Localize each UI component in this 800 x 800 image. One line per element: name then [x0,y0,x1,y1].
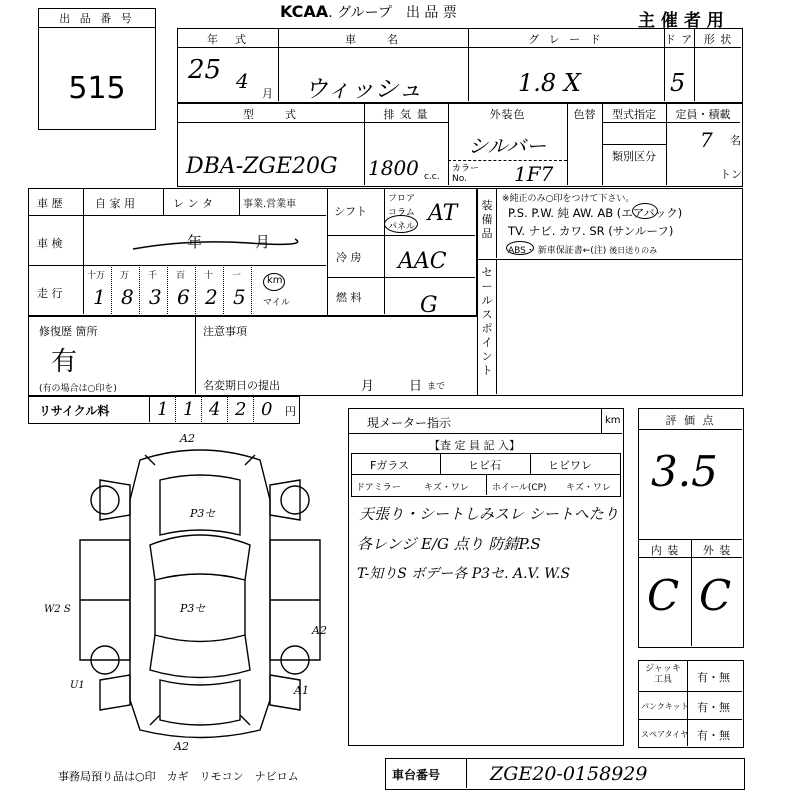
fuel-value: G [420,293,438,318]
score-value: 3.5 [651,447,718,496]
mileage-digit: 3 [149,285,162,309]
equipment-side-label: 装備品 [481,199,493,240]
mileage-unit-10: 十 [204,271,214,281]
shift-panel[interactable]: パネル [388,222,416,232]
recycle-label: リサイクル料 [39,404,110,418]
repair-value: 有 [51,347,78,377]
recycle-digit: 2 [235,399,247,420]
doors-value: 5 [670,69,686,97]
tool-jack-options[interactable]: 有・無 [697,671,730,684]
equipment-section [477,188,743,260]
ac-value: AAC [398,249,447,274]
mileage-digit: 8 [121,285,134,309]
tool-kit-label: パンクキット [641,702,689,711]
history-section [28,188,328,316]
repair-label: 修復歴 箇所 [39,325,98,338]
glass-crack[interactable]: ヒビワレ [548,459,592,472]
vehicle-name: ウィッシュ [304,75,423,103]
mileage-unit-10k: 万 [120,271,130,281]
tool-jack-label: ジャッキ工具 [645,664,681,685]
wheel-options[interactable]: キズ・ワレ [566,483,611,493]
mileage-unit-1k: 千 [148,271,158,281]
mileage-digit: 5 [233,285,246,309]
remark-line: T-知りS ボデー各 P3セ. A.V. W.S [357,566,571,582]
recycle-section [28,396,300,424]
glass-row [351,453,621,475]
mileage-digit: 1 [93,285,106,309]
capacity-value: 7 [700,128,713,152]
chassis-number: ZGE20-0158929 [490,763,648,785]
meter-label: 現メーター指示 [367,416,452,430]
score-label: 評 価 点 [665,414,716,427]
equipment-line3: ABS・ 新車保証書←(注) 後日送りのみ [508,246,658,256]
chassis-section [385,758,745,790]
interior-score: C [647,571,680,620]
color-header: 外装色 [489,108,526,121]
vehicle-row2 [177,103,743,187]
equipment-line1[interactable]: P.S. P.W. 純 AW. AB (エアバック) [508,206,683,220]
score-section [638,408,744,648]
displacement-header: 排 気 量 [383,108,429,121]
history-label: 車 歴 [37,197,63,210]
diagram-mark: A2 [174,740,189,753]
inspection-strike [129,229,299,259]
lot-number-box [38,8,156,130]
mirror-label: ドアミラー [356,483,401,493]
color-no-label: カラー No. [452,164,480,184]
equipment-later: 後日送りのみ [609,246,658,255]
diagram-mark: A2 [180,432,195,445]
wheel-label: ホイール(CP) [492,483,547,493]
notes-label: 注意事項 [203,325,247,338]
equipment-note: ※純正のみ○印をつけて下さい。 [502,194,635,204]
deadline-until: まで [427,382,446,392]
fuel-label: 燃 料 [336,291,362,304]
inspector-title: 【査 定 員 記 入】 [429,439,520,452]
sales-point-section [477,259,743,396]
km-unit[interactable]: km [267,275,283,286]
tool-spare-label: スペアタイヤ [641,730,689,739]
recycle-digit: 0 [261,399,273,420]
recycle-digit: 1 [183,399,195,420]
displacement-unit: c.c. [424,172,440,182]
deadline-label: 名変期日の提出 [203,379,280,392]
header-title: . グループ 出 品 票 [328,5,457,21]
ac-label: 冷 房 [336,251,362,264]
equipment-line2[interactable]: TV. ナビ. カワ. SR (サンルーフ) [508,224,674,238]
mileage-digit: 2 [205,285,218,309]
diagram-mark: P3セ [190,507,216,520]
exterior-color: シルバー [468,134,547,158]
model-header: 型 式 [243,108,299,121]
mileage-unit-100: 百 [176,271,186,281]
mileage-digit: 6 [177,285,190,309]
color-no-value: 1F7 [514,162,554,186]
exterior-header: 外 装 [702,544,732,557]
shift-floor[interactable]: フロア [388,194,416,204]
abs-circle [506,241,534,255]
shift-value: AT [428,201,458,226]
inspection-year-unit: 年 [187,233,203,251]
interior-header: 内 装 [650,544,680,557]
vehicle-row1 [177,28,743,103]
tools-section [638,660,744,748]
shift-section [327,188,477,316]
name-header: 車 名 [345,33,401,46]
shape-header: 形 状 [703,33,733,46]
shift-label: シフト [334,205,367,218]
glass-chip[interactable]: ヒビ石 [468,459,501,472]
diagram-mark: W2 S [44,604,71,615]
grade-value: 1.8 X [518,69,581,97]
capacity-header: 定員・積載 [675,108,731,121]
history-rental[interactable]: レ ン タ [173,197,213,210]
inspector-section [348,408,624,746]
mirror-wheel-row [351,475,621,497]
ab-circle [632,203,658,219]
color-change-header: 色替 [573,108,596,121]
lot-number-label: 出 品 番 号 [59,12,135,25]
shift-column[interactable]: コラム [388,208,415,218]
month-value: 4 [236,69,249,93]
sales-point-label: セールスポイント [481,266,493,377]
meter-unit: km [605,415,621,426]
diagram-mark: U1 [70,680,85,691]
remark-line: 各レンジ E/G 点り 防錆P.S [357,535,541,553]
tool-kit-options[interactable]: 有・無 [697,701,730,714]
year-header: 年 式 [207,33,249,46]
ton-unit: トン [720,168,742,181]
office-note: 事務局預り品は○印 カギ リモコン ナビロム [58,770,299,783]
diagram-mark: P3セ [180,602,206,615]
displacement-value: 1800 [368,156,419,180]
lot-number-value: 515 [68,71,126,106]
inspection-label: 車 検 [37,237,63,250]
mirror-options[interactable]: キズ・ワレ [424,483,469,493]
recycle-digit: 4 [209,399,221,420]
history-business[interactable]: 事業.営業車 [243,199,297,210]
glass-label: Fガラス [370,459,409,472]
grade-header: グ レ ー ド [528,33,604,46]
repair-section [28,316,478,396]
shift-panel-circle [384,215,418,233]
diagram-mark: A1 [294,684,309,697]
car-diagram [60,440,340,750]
history-private[interactable]: 自 家 用 [95,197,135,210]
repair-note: (有の場合は○印を) [39,384,117,394]
recycle-unit: 円 [285,405,296,418]
mile-unit[interactable]: マイル [263,298,290,308]
chassis-label: 車台番号 [392,768,441,782]
type-spec-header: 型式指定 [612,108,656,121]
mileage-label: 走 行 [37,287,63,300]
recycle-digit: 1 [157,399,169,420]
model-value: DBA-ZGE20G [186,154,338,179]
capacity-unit: 名 [730,134,741,147]
tool-spare-options[interactable]: 有・無 [697,729,730,742]
mileage-unit-1: 一 [232,271,242,281]
month-unit: 月 [262,87,273,100]
diagram-mark: A2 [312,624,327,637]
organizer-label: 主 催 者 用 [638,11,724,31]
doors-header: ド ア [664,33,694,46]
deadline-day: 日 [409,379,423,394]
class-header: 類別区分 [612,150,656,163]
inspection-month-unit: 月 [255,233,271,251]
brand-logo: KCAA. グループ 出 品 票 [280,2,457,21]
deadline-month: 月 [361,379,375,394]
remark-line: 天張り・シートしみスレ シートへたり [359,505,619,523]
exterior-score: C [699,571,732,620]
year-value: 25 [188,55,222,85]
mileage-unit-100k: 十万 [87,271,106,281]
